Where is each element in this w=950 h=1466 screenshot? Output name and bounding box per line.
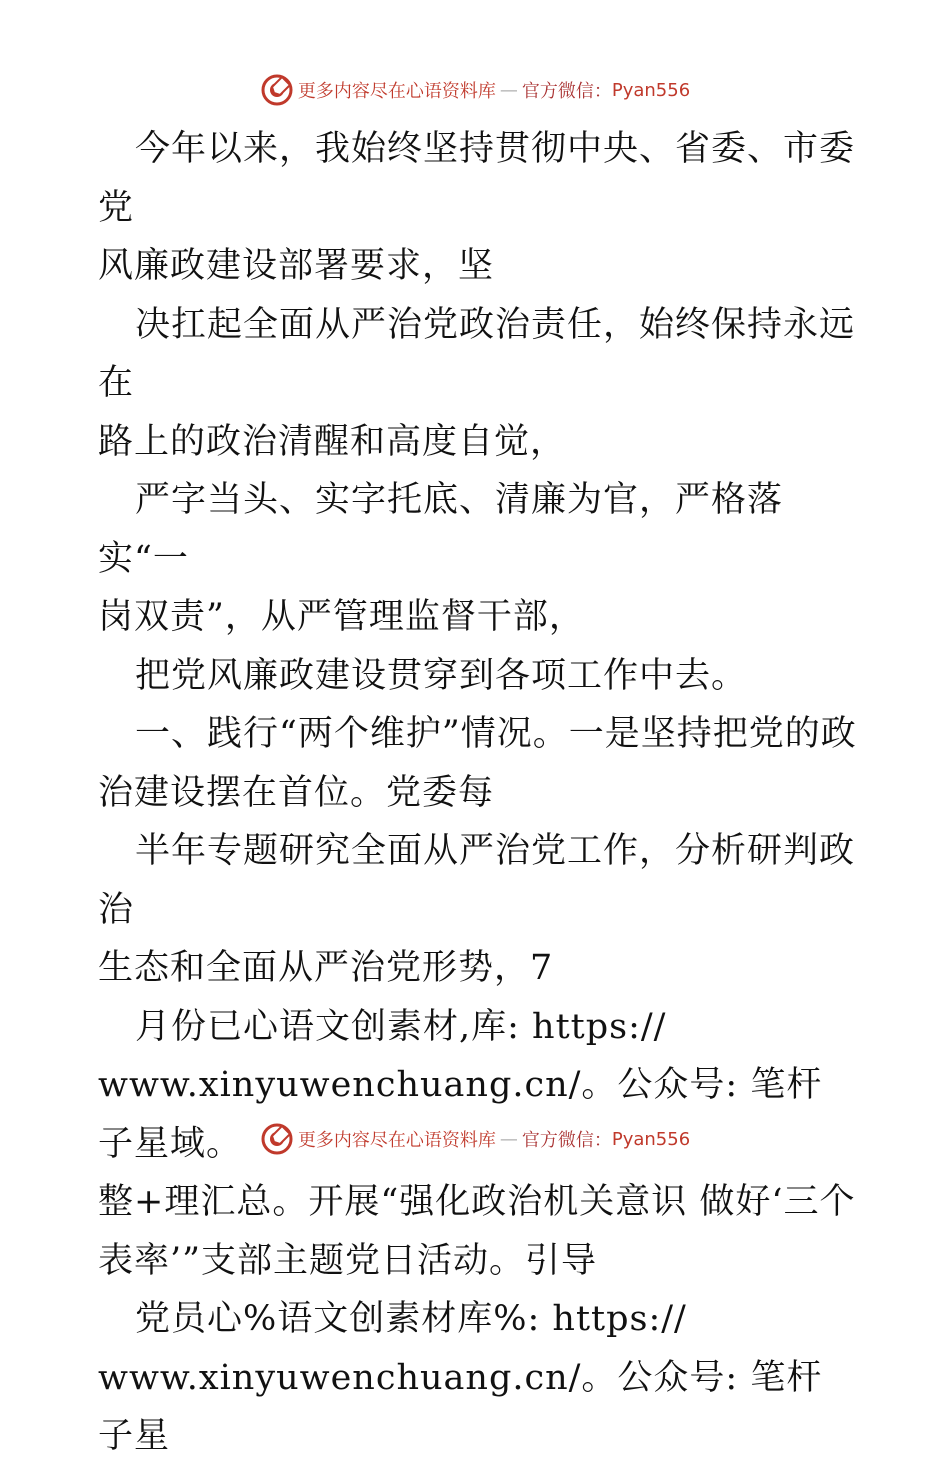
line-16: 党员心%语文创素材库%: https:// [135, 1299, 687, 1339]
line-8: 一、践行“两个维护”情况。一是坚持把党的政 [135, 714, 857, 754]
line-11: 生态和全面从严治党形势，7 [98, 948, 554, 988]
line-5: 严字当头、实字托底、清廉为官，严格落实“一 [98, 480, 784, 579]
header-watermark-banner [0, 70, 950, 110]
line-3: 决扛起全面从严治党政治责任，始终保持永远在 [98, 304, 856, 403]
line-6: 岗双责”，从严管理监督干部， [98, 597, 585, 637]
banner-wechat-id: Pyan556 [611, 79, 691, 101]
line-1: 今年以来，我始终坚持贯彻中央、省委、市委党 [98, 129, 856, 228]
line-9: 治建设摆在首位。党委每 [98, 772, 495, 813]
banner-official-label: 官方微信： [521, 1130, 612, 1151]
line-15: 表率’”支部主题党日活动。引导 [98, 1240, 598, 1281]
banner-main-text: 更多内容尽在心语资料库 [297, 81, 496, 102]
line-13: www.xinyuwenchuang.cn/。公众号: 笔杆子星域。 [98, 1065, 823, 1164]
banner-dash: — [499, 79, 518, 101]
line-2: 风廉政建设部署要求，坚 [98, 246, 495, 286]
pen-seal-icon [260, 1122, 294, 1156]
line-14: 整+理汇总。开展“强化政治机关意识 做好‘三个 [98, 1182, 856, 1222]
line-17: www.xinyuwenchuang.cn/。公众号: 笔杆子星 [98, 1357, 823, 1456]
line-7: 把党风廉政建设贯穿到各项工作中去。 [135, 655, 748, 696]
line-12: 月份已心语文创素材,库: https:// [135, 1006, 667, 1047]
line-4: 路上的政治清醒和高度自觉， [98, 421, 567, 462]
line-10: 半年专题研究全面从严治党工作，分析研判政治 [98, 831, 856, 930]
banner-main-text: 更多内容尽在心语资料库 [297, 1130, 496, 1151]
document-body [98, 120, 858, 1466]
banner-wechat-id: Pyan556 [611, 1128, 691, 1150]
banner-official-label: 官方微信： [521, 81, 612, 102]
footer-watermark-banner [0, 1119, 950, 1159]
pen-seal-icon [260, 73, 294, 107]
banner-dash: — [499, 1128, 518, 1150]
